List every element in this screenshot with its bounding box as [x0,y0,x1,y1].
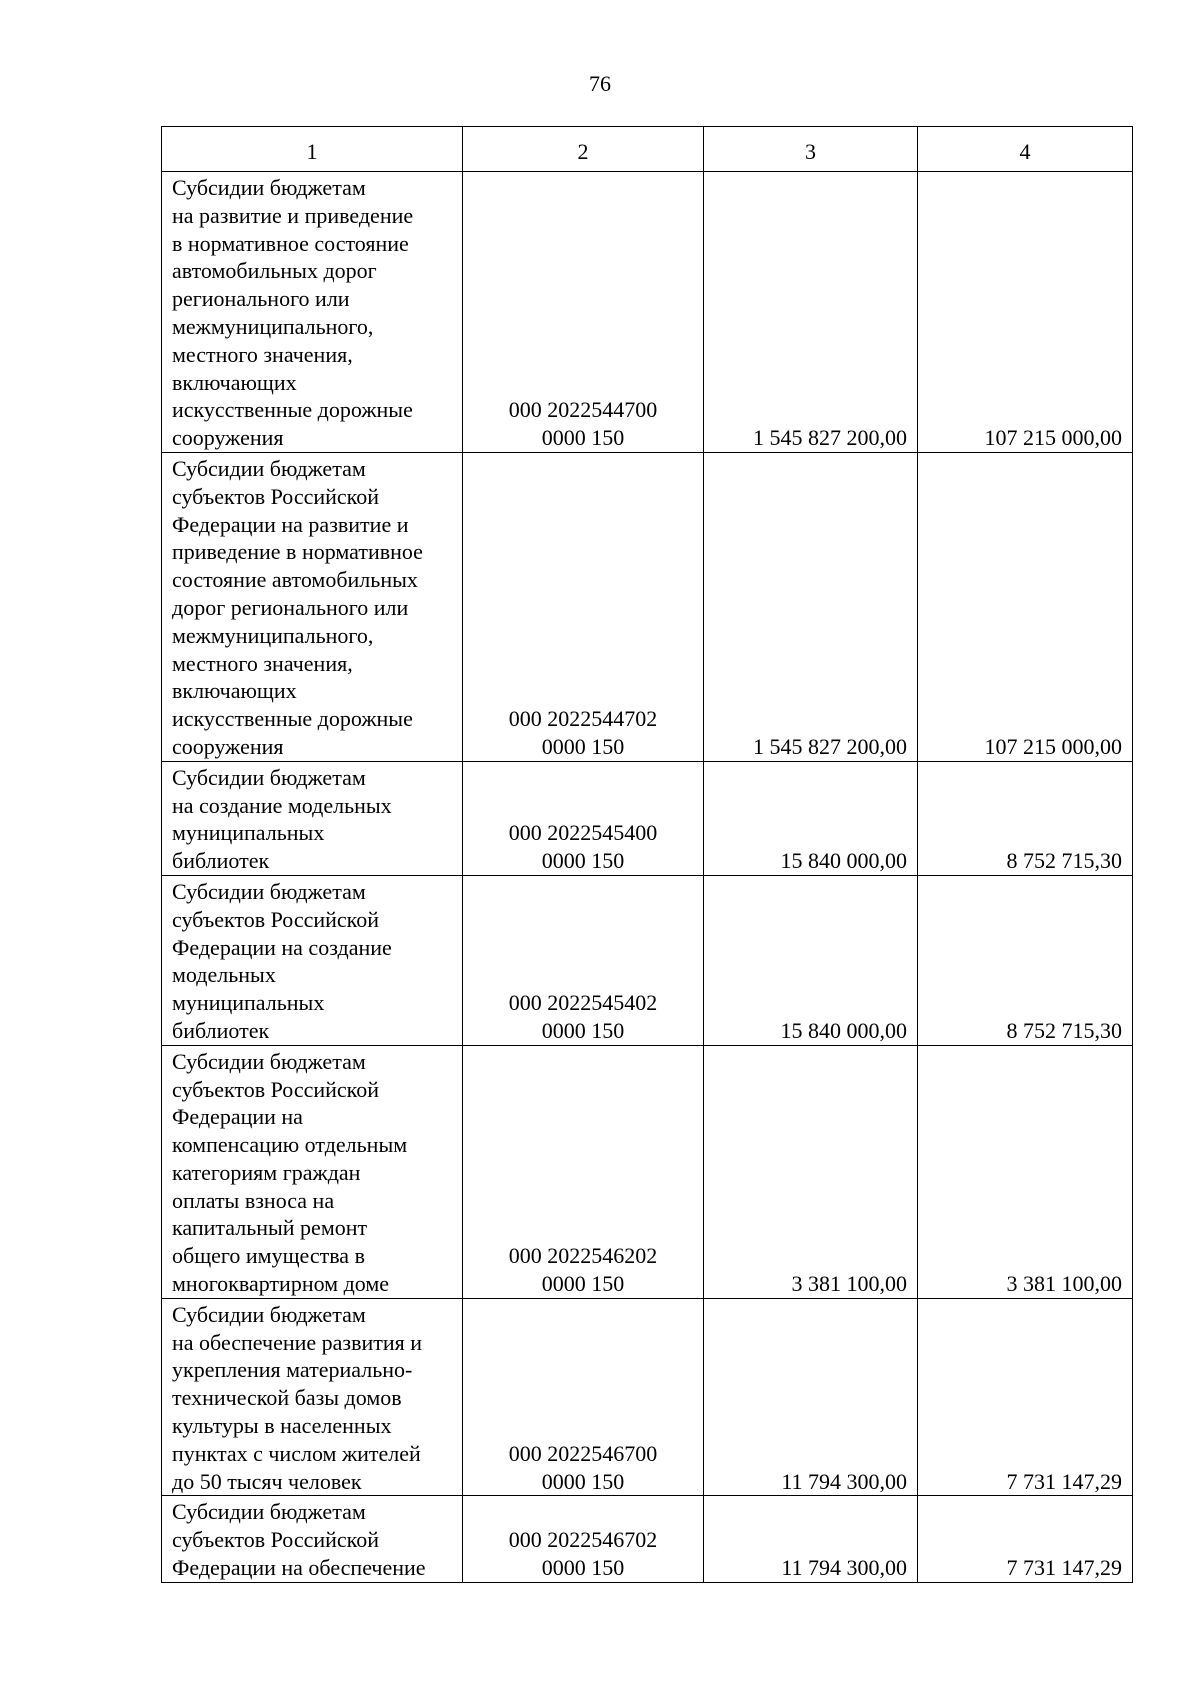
row-amount-plan: 1 545 827 200,00 [704,172,918,453]
row-code: 000 2022546202 0000 150 [463,1045,704,1298]
table-row [162,1298,1133,1496]
row-code: 000 2022546700 0000 150 [463,1298,704,1496]
row-amount-exec: 8 752 715,30 [918,875,1133,1045]
header-col-4: 4 [918,127,1133,172]
row-name: Субсидии бюджетам на создание модельных муниципальных библиотек [162,761,463,875]
header-col-3: 3 [704,127,918,172]
row-amount-plan: 3 381 100,00 [704,1045,918,1298]
row-name: Субсидии бюджетам субъектов Российской Федерации на обеспечение [162,1496,463,1582]
row-amount-plan: 15 840 000,00 [704,875,918,1045]
row-amount-exec: 7 731 147,29 [918,1496,1133,1582]
budget-table [161,126,1133,1583]
header-col-1: 1 [162,127,463,172]
table-row [162,172,1133,453]
row-code: 000 2022544702 0000 150 [463,452,704,761]
row-code: 000 2022544700 0000 150 [463,172,704,453]
row-name: Субсидии бюджетам на обеспечение развития и укрепления материально- технической базы домов культуры в населенных пунктах с числом жителей до 50 тысяч человек [162,1298,463,1496]
row-amount-plan: 11 794 300,00 [704,1298,918,1496]
table-row [162,875,1133,1045]
header-row [162,127,1133,172]
row-name: Субсидии бюджетам субъектов Российской Федерации на создание модельных муниципальных библиотек [162,875,463,1045]
table-row [162,1045,1133,1298]
row-amount-exec: 7 731 147,29 [918,1298,1133,1496]
header-col-2: 2 [463,127,704,172]
page-number: 76 [589,71,611,96]
row-amount-plan: 11 794 300,00 [704,1496,918,1582]
table-header [162,127,1133,172]
row-amount-plan: 15 840 000,00 [704,761,918,875]
row-name: Субсидии бюджетам на развитие и приведение в нормативное состояние автомобильных дорог регионального или межмуниципального, местного значения, включающих искусственные дорожные сооружения [162,172,463,453]
row-amount-exec: 3 381 100,00 [918,1045,1133,1298]
row-code: 000 2022545400 0000 150 [463,761,704,875]
table-row [162,1496,1133,1582]
row-name: Субсидии бюджетам субъектов Российской Федерации на компенсацию отдельным категориям граждан оплаты взноса на капитальный ремонт общего имущества в многоквартирном доме [162,1045,463,1298]
table-row [162,761,1133,875]
row-code: 000 2022546702 0000 150 [463,1496,704,1582]
row-name: Субсидии бюджетам субъектов Российской Федерации на развитие и приведение в нормативное состояние автомобильных дорог регионального или межмуниципального, местного значения, включающих искусственные дорожные сооружения [162,452,463,761]
row-amount-exec: 8 752 715,30 [918,761,1133,875]
table-body [162,172,1133,1583]
row-code: 000 2022545402 0000 150 [463,875,704,1045]
table-row [162,452,1133,761]
row-amount-plan: 1 545 827 200,00 [704,452,918,761]
row-amount-exec: 107 215 000,00 [918,452,1133,761]
row-amount-exec: 107 215 000,00 [918,172,1133,453]
